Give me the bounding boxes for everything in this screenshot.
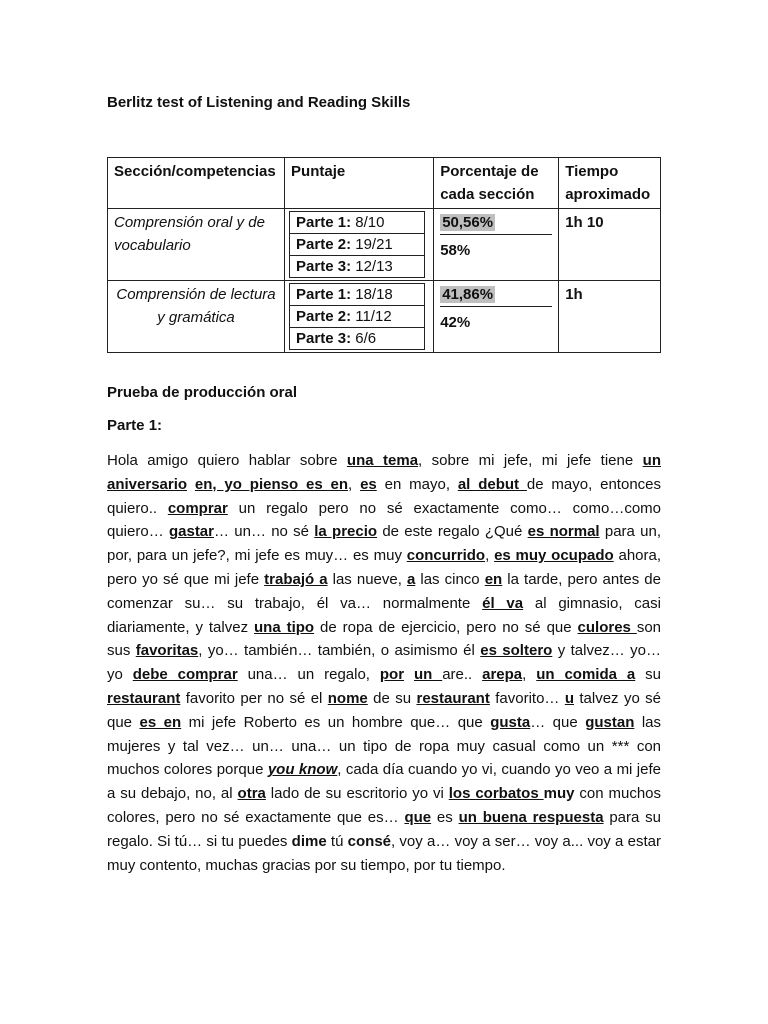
percentage-cell [434,209,559,281]
section-name: Comprensión oral y de vocabulario [108,209,285,281]
bold-word: consé [347,832,392,850]
marked-error: es normal [527,523,600,541]
header-score: Puntaje [285,158,434,209]
marked-error: en, yo pienso es en [194,475,349,493]
table-row [108,281,661,353]
marked-error: los corbatos [448,785,544,803]
header-percentage: Porcentaje de cada sección [434,158,559,209]
transcript-text: al gimnasio, casi diariamente, y talvez [107,594,661,636]
transcript-text: las cinco [415,570,485,588]
transcript-text: , [485,547,495,565]
transcript-text: de mayo, entonces quiero.. [107,475,662,517]
marked-error: un [413,666,443,684]
marked-error: gustan [585,713,635,731]
marked-error: en [484,570,503,588]
transcript-text: su [635,666,661,684]
transcript-text: para un, por, para un jefe?, mi jefe es muy… es muy [107,523,661,565]
marked-error: you know [267,761,338,779]
time-cell: 1h 10 [559,209,661,281]
marked-error: comprar [167,499,228,517]
marked-error: concurrido [406,547,486,565]
marked-error: un buena respuesta [458,808,604,826]
marked-error: la precio [314,523,378,541]
marked-error: nome [327,689,368,707]
marked-error: que [404,808,432,826]
transcript-text: … un… no sé [214,523,315,541]
transcript-text: , yo… también… también, o asimismo él [198,642,481,660]
transcript-text [187,476,195,493]
marked-error: u [564,689,574,707]
marked-error: una tipo [254,618,315,636]
part-row: Parte 1: 18/18 [290,284,425,306]
transcript-text: lado de su escritorio yo vi [265,785,449,803]
transcript-text: de ropa de ejercicio, pero no sé que [314,618,578,636]
transcript-text: en mayo, [376,475,458,493]
transcript-text: mi jefe Roberto es un hombre que… que [181,713,491,731]
part-row: Parte 3: 6/6 [290,328,425,350]
transcript-text: una… un regalo, [237,666,380,684]
marked-error: otra [237,785,266,803]
results-table [107,157,661,353]
percentage-highlight: 50,56% [442,214,494,231]
transcript-text: , voy a… voy a ser… voy a... voy a estar muy contento, muchas gracias por su tiempo, por tu tiempo. [107,832,661,874]
transcript-text: tú [326,832,348,850]
marked-error: gastar [168,523,214,541]
part-title: Parte 1: [107,417,163,434]
marked-error: restaurant [107,689,181,707]
table-row [108,209,661,281]
transcript-text: de su [367,689,417,707]
header-section: Sección/competencias [108,158,285,209]
marked-error: una tema [346,452,419,469]
marked-error: por [379,666,405,684]
transcript-text: , sobre mi jefe, mi jefe tiene [418,452,643,469]
transcript-text: , cada día cuando yo vi, cuando yo veo a mi jefe a su debajo, no, al [107,761,661,803]
part-row: Parte 1: 8/10 [290,212,425,234]
transcript-text: favorito… [489,689,565,707]
marked-error: a [406,570,416,588]
marked-error: debe comprar [132,666,238,684]
marked-error: es [360,475,377,493]
marked-error: restaurant [416,689,490,707]
oral-section-title: Prueba de producción oral [107,384,298,401]
transcript-text: las nueve, [327,570,407,588]
marked-error: él va [482,594,524,612]
transcript-text: con muchos colores, pero no sé exactamente que es… [107,785,662,826]
transcript-text [404,666,414,683]
transcript-text: , [348,475,361,493]
transcript-text: la tarde, pero antes de comenzar su… su trabajo, él va… normalmente [107,570,661,612]
transcript-text: talvez yo sé que [107,689,662,731]
marked-error: al debut [457,475,527,493]
score-cell [285,281,434,353]
parts-table [289,283,425,350]
part-row: Parte 2: 19/21 [290,234,425,256]
transcript-text: favorito per no sé el [180,689,328,707]
percentage-cell [434,281,559,353]
marked-error: culores [577,618,637,636]
parts-table [289,211,425,278]
header-time: Tiempo aproximado [559,158,661,209]
percentage-highlight: 41,86% [442,286,494,303]
marked-error: es soltero [480,642,553,660]
document-title: Berlitz test of Listening and Reading Skills [107,94,411,111]
transcript-text: , [522,666,537,684]
transcript-text: un regalo pero no sé exactamente como… como…como quiero… [107,499,661,541]
marked-error: es en [139,713,182,731]
part-row: Parte 2: 11/12 [290,306,425,328]
percentage-value: 42% [440,314,471,331]
time-cell: 1h [559,281,661,353]
marked-error: trabajó a [264,570,328,588]
section-name: Comprensión de lectura y gramática [108,281,285,353]
transcript-text: … que [530,713,586,731]
marked-error: un aniversario [107,452,661,493]
transcript-text: y talvez… yo… yo [107,642,662,684]
marked-error: arepa [482,666,523,684]
transcript-text: Hola amigo quiero hablar sobre [107,452,347,469]
table-header-row [108,158,661,209]
marked-error: es muy ocupado [494,547,614,565]
percentage-value: 58% [440,242,471,259]
bold-word: dime [291,832,327,850]
transcript-text: las mujeres y tal vez… un… una… un tipo de ropa muy casual como un *** con muchos colores porque [107,713,662,779]
transcript-text: es [431,808,459,826]
part-row: Parte 3: 12/13 [290,256,425,278]
marked-error: favoritas [135,642,199,660]
marked-error: un comida a [536,666,636,684]
bold-word: muy [543,785,575,803]
score-cell [285,209,434,281]
transcript-paragraph [107,449,661,877]
transcript-text: para su regalo. Si tú… si tu puedes [107,808,661,850]
transcript-text: de este regalo ¿Qué [377,523,528,541]
transcript-text: ahora, pero yo sé que mi jefe [107,547,662,588]
transcript-text: son sus [107,618,661,660]
transcript-text: are.. [442,666,483,684]
marked-error: gusta [490,713,531,731]
